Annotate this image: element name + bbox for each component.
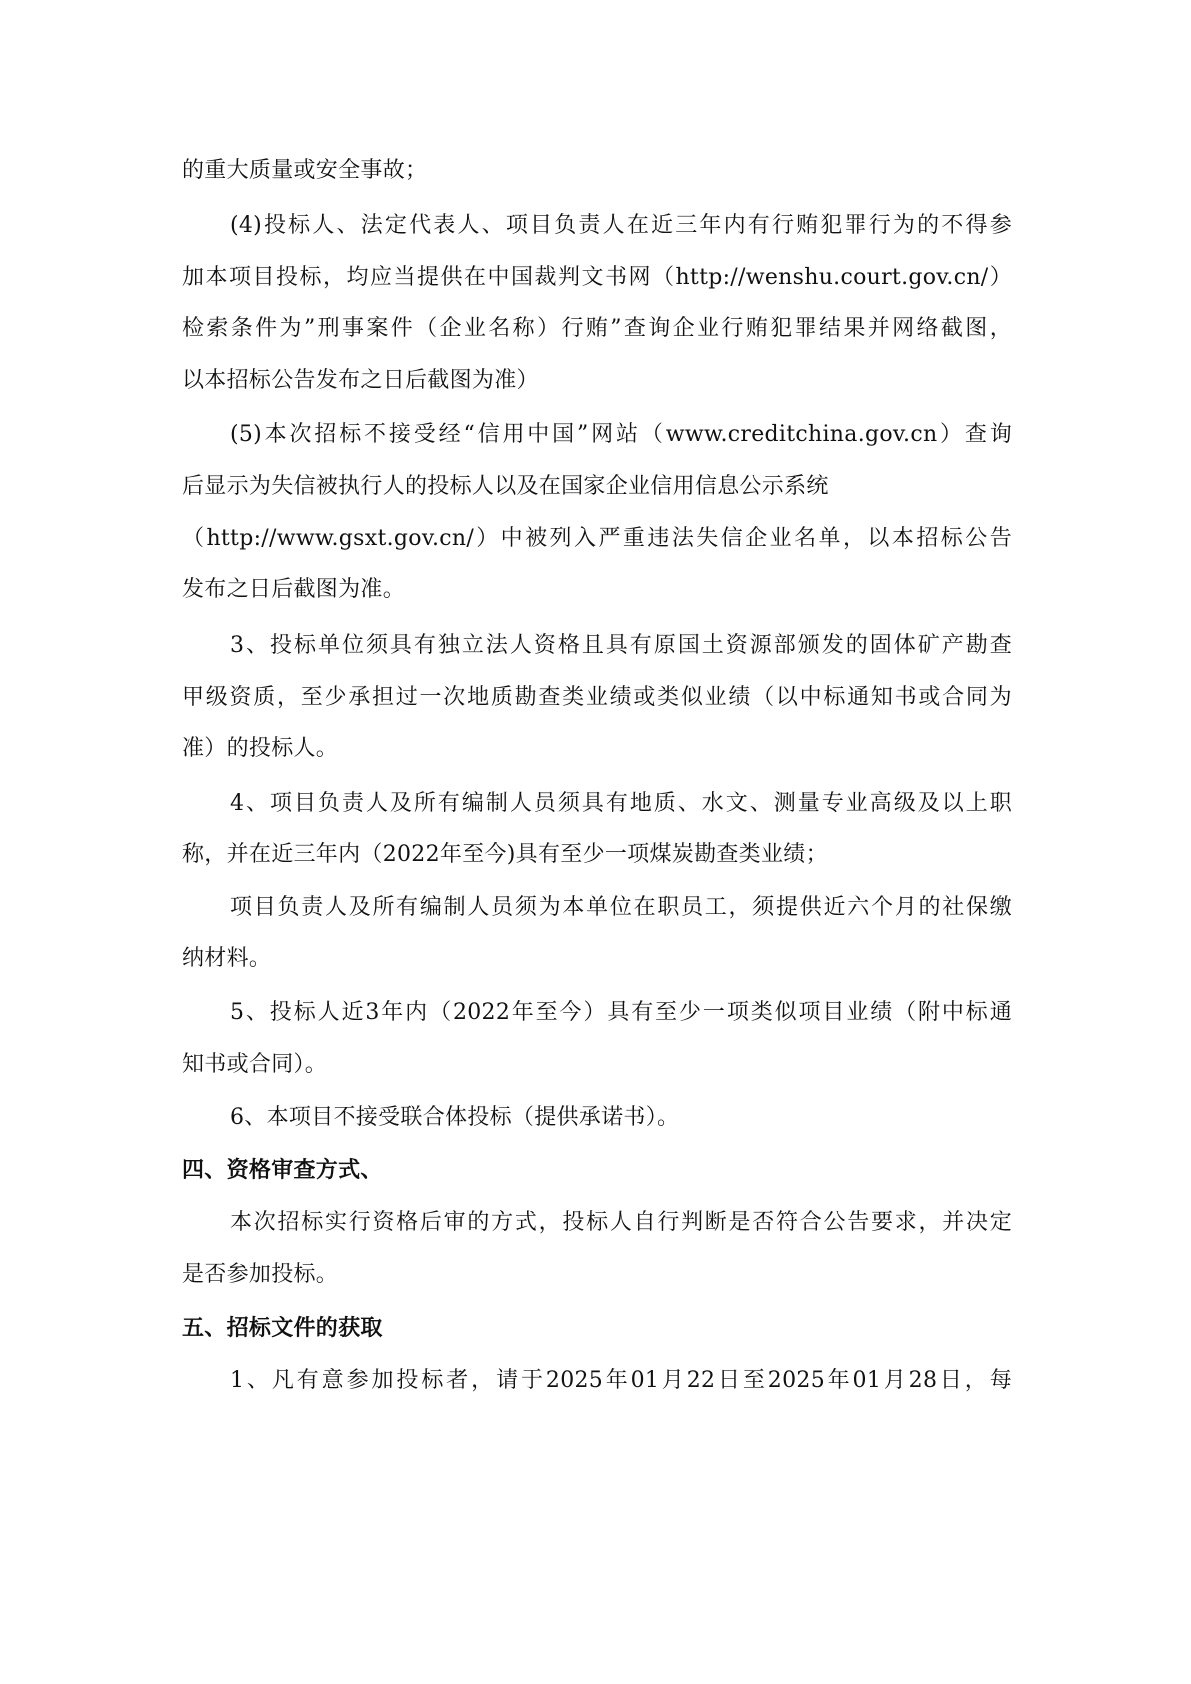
text-line: 知书或合同）。	[182, 1052, 328, 1077]
text-line: 后显示为失信被执行人的投标人以及在国家企业信用信息公示系统	[182, 474, 829, 499]
item-4-line-1: 4、项目负责人及所有编制人员须具有地质、水文、测量专业高级及以上职	[230, 791, 1012, 816]
item-6-line: 6、本项目不接受联合体投标（提供承诺书）。	[230, 1105, 680, 1130]
text-line: 项目负责人及所有编制人员须为本单位在职员工，须提供近六个月的社保缴	[230, 895, 1012, 920]
text-line: 纳材料。	[182, 946, 272, 971]
paragraph-5-line-1: (5)本次招标不接受经“信用中国”网站（www.creditchina.gov.cn）查询	[230, 422, 1012, 447]
text-line: 准）的投标人。	[182, 736, 339, 761]
text-line: 的重大质量或安全事故；	[182, 158, 428, 183]
section-heading-5: 五、招标文件的获取	[182, 1315, 383, 1341]
paragraph-4-line-1: (4)投标人、法定代表人、项目负责人在近三年内有行贿犯罪行为的不得参	[230, 213, 1012, 238]
item-3-line-1: 3、投标单位须具有独立法人资格且具有原国土资源部颁发的固体矿产勘查	[230, 633, 1012, 658]
item-5-line-1: 5、投标人近3年内（2022年至今）具有至少一项类似项目业绩（附中标通	[230, 1000, 1012, 1025]
text-line: 以本招标公告发布之日后截图为准）	[182, 368, 539, 393]
text-line: （http://www.gsxt.gov.cn/）中被列入严重违法失信企业名单，以本招标公告	[182, 526, 1012, 551]
text-line: 称，并在近三年内（2022年至今)具有至少一项煤炭勘查类业绩；	[182, 842, 828, 867]
item-1-line-1: 1、凡有意参加投标者，请于2025年01月22日至2025年01月28日，每	[230, 1368, 1012, 1393]
text-line: 发布之日后截图为准。	[182, 577, 406, 602]
text-line: 甲级资质，至少承担过一次地质勘查类业绩或类似业绩（以中标通知书或合同为	[182, 685, 1012, 710]
text-line: 是否参加投标。	[182, 1262, 339, 1287]
text-line: 本次招标实行资格后审的方式，投标人自行判断是否符合公告要求，并决定	[230, 1210, 1012, 1235]
section-heading-4: 四、资格审查方式、	[182, 1157, 383, 1183]
text-line: 加本项目投标，均应当提供在中国裁判文书网（http://wenshu.court.gov.cn/）	[182, 265, 1012, 290]
text-line: 检索条件为”刑事案件（企业名称）行贿”查询企业行贿犯罪结果并网络截图，	[182, 316, 1012, 341]
